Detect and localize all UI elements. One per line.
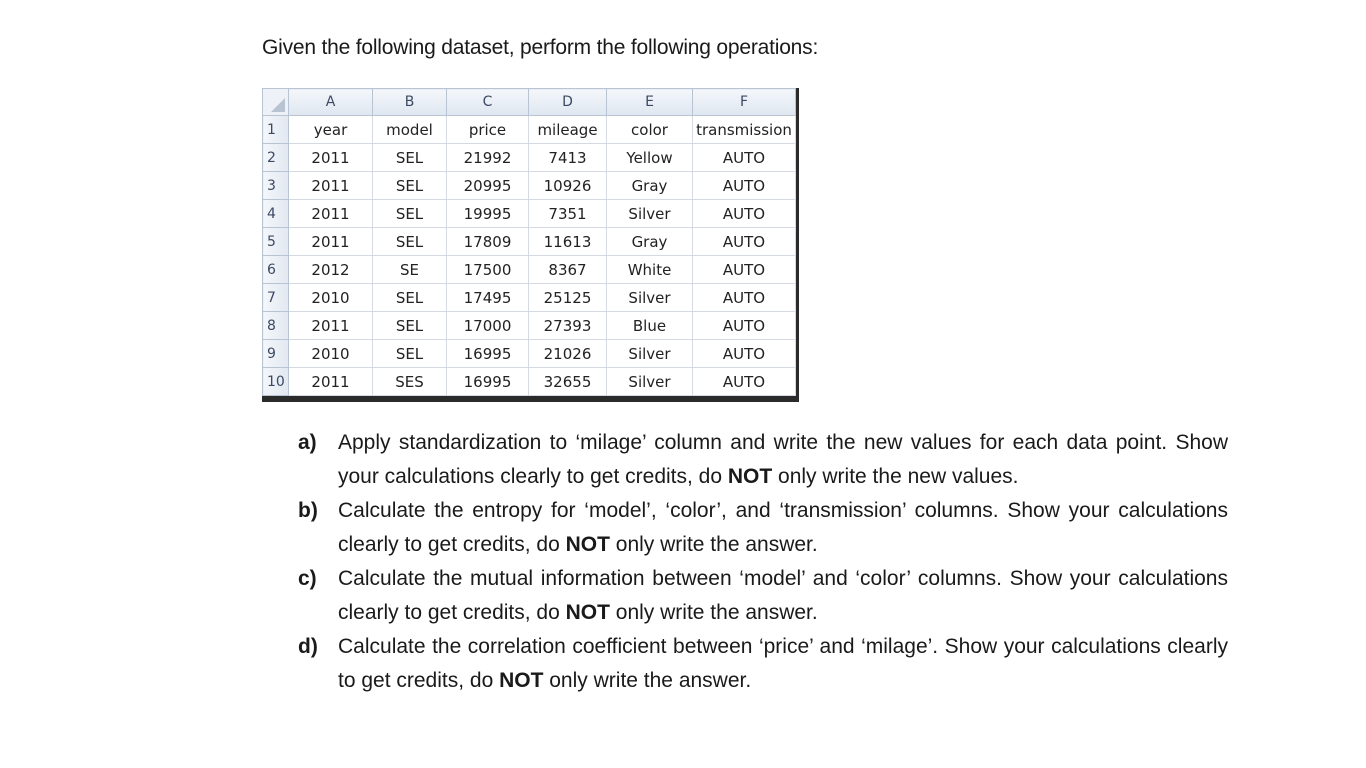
- column-letter-row: [263, 89, 796, 116]
- table-cell: SES: [373, 368, 447, 396]
- column-letter: B: [373, 89, 447, 116]
- table-cell: AUTO: [693, 200, 796, 228]
- dataset-spreadsheet-image: [262, 88, 799, 402]
- table-cell: SEL: [373, 228, 447, 256]
- table-row: [263, 200, 796, 228]
- question-text-end: only write the answer.: [543, 669, 752, 692]
- question-emphasis: NOT: [727, 465, 773, 488]
- table-row: [263, 144, 796, 172]
- question-a: [298, 426, 1228, 494]
- table-row: [263, 312, 796, 340]
- question-c: [298, 562, 1228, 630]
- header-cell-mileage: mileage: [529, 116, 607, 144]
- table-cell: 17500: [447, 256, 529, 284]
- column-letter: D: [529, 89, 607, 116]
- table-cell: 32655: [529, 368, 607, 396]
- table-cell: SEL: [373, 340, 447, 368]
- question-text: Calculate the mutual information between ‘model’ and ‘color’ columns. Show your calculations clearly to get credits, do: [338, 567, 1228, 624]
- table-cell: 8367: [529, 256, 607, 284]
- select-all-corner: [263, 89, 289, 116]
- table-cell: 25125: [529, 284, 607, 312]
- table-cell: 7413: [529, 144, 607, 172]
- table-cell: AUTO: [693, 312, 796, 340]
- table-cell: AUTO: [693, 256, 796, 284]
- select-all-triangle-icon: [271, 98, 285, 112]
- table-cell: 10926: [529, 172, 607, 200]
- table-row: [263, 172, 796, 200]
- question-text: Calculate the entropy for ‘model’, ‘color’, and ‘transmission’ columns. Show your calculations clearly to get credits, do: [338, 499, 1228, 556]
- table-cell: SEL: [373, 144, 447, 172]
- table-cell: AUTO: [693, 368, 796, 396]
- table-cell: SEL: [373, 312, 447, 340]
- question-marker: b): [298, 499, 318, 522]
- table-cell: 17809: [447, 228, 529, 256]
- column-letter: C: [447, 89, 529, 116]
- header-cell-year: year: [289, 116, 373, 144]
- question-emphasis: NOT: [565, 601, 610, 624]
- table-cell: AUTO: [693, 284, 796, 312]
- row-number: 1: [263, 116, 289, 144]
- row-number: 8: [263, 312, 289, 340]
- table-cell: 2011: [289, 172, 373, 200]
- table-cell: 2011: [289, 312, 373, 340]
- question-emphasis: NOT: [499, 669, 544, 692]
- table-cell: 2010: [289, 284, 373, 312]
- table-row: [263, 228, 796, 256]
- table-cell: 2011: [289, 228, 373, 256]
- table-cell: AUTO: [693, 172, 796, 200]
- header-cell-price: price: [447, 116, 529, 144]
- table-cell: Silver: [607, 200, 693, 228]
- table-cell: 2011: [289, 144, 373, 172]
- question-text-end: only write the answer.: [609, 601, 818, 624]
- table-cell: 20995: [447, 172, 529, 200]
- table-cell: Silver: [607, 340, 693, 368]
- table-cell: Silver: [607, 284, 693, 312]
- table-cell: White: [607, 256, 693, 284]
- table-cell: Yellow: [607, 144, 693, 172]
- header-cell-model: model: [373, 116, 447, 144]
- table-row: [263, 340, 796, 368]
- table-cell: 2012: [289, 256, 373, 284]
- table-cell: AUTO: [693, 144, 796, 172]
- table-cell: Gray: [607, 172, 693, 200]
- table-cell: SE: [373, 256, 447, 284]
- table-row: [263, 368, 796, 396]
- column-letter: F: [693, 89, 796, 116]
- column-letter: E: [607, 89, 693, 116]
- question-d: [298, 630, 1228, 698]
- table-cell: 11613: [529, 228, 607, 256]
- row-number: 7: [263, 284, 289, 312]
- table-cell: 21026: [529, 340, 607, 368]
- question-list: [298, 426, 1228, 698]
- question-text-end: only write the answer.: [609, 533, 818, 556]
- table-cell: 19995: [447, 200, 529, 228]
- question-marker: d): [298, 635, 318, 658]
- table-cell: 17000: [447, 312, 529, 340]
- table-cell: 7351: [529, 200, 607, 228]
- row-number: 10: [263, 368, 289, 396]
- table-cell: 2011: [289, 200, 373, 228]
- header-cell-color: color: [607, 116, 693, 144]
- question-marker: a): [298, 431, 317, 454]
- table-cell: SEL: [373, 200, 447, 228]
- question-text: Apply standardization to ‘milage’ column and write the new values for each data point. Show your calculations clearly to get credits, do: [338, 431, 1228, 488]
- table-cell: Gray: [607, 228, 693, 256]
- question-text: Calculate the correlation coefficient between ‘price’ and ‘milage’. Show your calculations clearly to get credits, do: [338, 635, 1228, 692]
- table-header-row: [263, 116, 796, 144]
- row-number: 5: [263, 228, 289, 256]
- row-number: 3: [263, 172, 289, 200]
- table-cell: 17495: [447, 284, 529, 312]
- table-cell: 27393: [529, 312, 607, 340]
- row-number: 4: [263, 200, 289, 228]
- question-text-end: only write the new values.: [772, 465, 1019, 488]
- table-cell: 21992: [447, 144, 529, 172]
- dataset-table: [262, 88, 796, 396]
- table-cell: Blue: [607, 312, 693, 340]
- table-cell: AUTO: [693, 228, 796, 256]
- row-number: 6: [263, 256, 289, 284]
- row-number: 9: [263, 340, 289, 368]
- table-cell: 2011: [289, 368, 373, 396]
- question-marker: c): [298, 567, 317, 590]
- page-heading: Given the following dataset, perform the following operations:: [262, 36, 819, 59]
- table-cell: SEL: [373, 284, 447, 312]
- table-cell: Silver: [607, 368, 693, 396]
- question-emphasis: NOT: [565, 533, 610, 556]
- table-row: [263, 284, 796, 312]
- table-cell: 16995: [447, 368, 529, 396]
- table-row: [263, 256, 796, 284]
- row-number: 2: [263, 144, 289, 172]
- column-letter: A: [289, 89, 373, 116]
- table-cell: 2010: [289, 340, 373, 368]
- header-cell-transmission: transmission: [693, 116, 796, 144]
- table-cell: 16995: [447, 340, 529, 368]
- table-cell: AUTO: [693, 340, 796, 368]
- question-b: [298, 494, 1228, 562]
- table-cell: SEL: [373, 172, 447, 200]
